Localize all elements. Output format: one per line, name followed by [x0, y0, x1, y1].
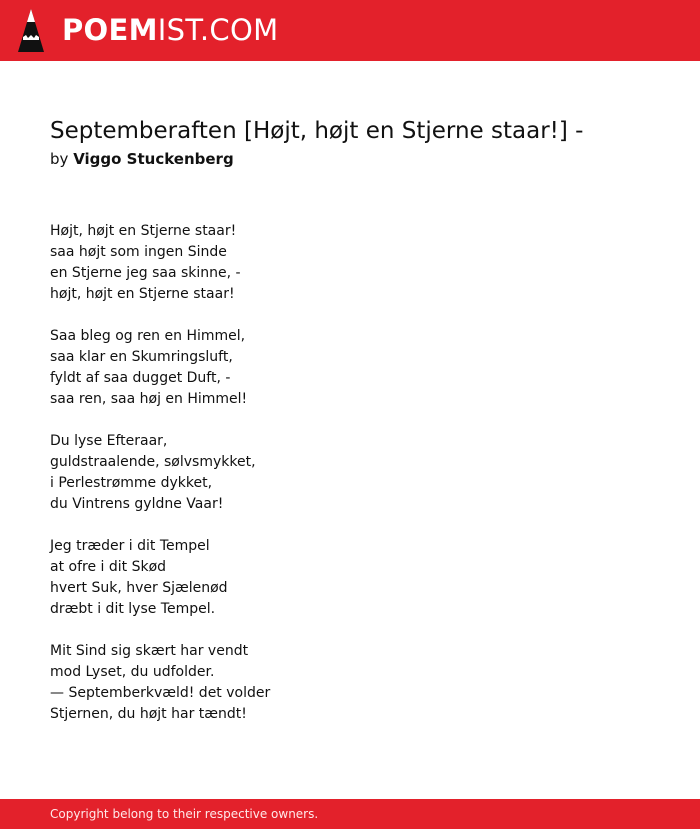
- logo-text-light: IST.COM: [157, 13, 279, 47]
- poem-line: Jeg træder i dit Tempel: [50, 538, 210, 554]
- pencil-logo-icon: [18, 9, 44, 52]
- poem-content: [50, 116, 660, 746]
- poem-line: en Stjerne jeg saa skinne, -: [50, 265, 241, 281]
- poem-line: — Septemberkvæld! det volder: [50, 685, 271, 701]
- poem-line: Højt, højt en Stjerne staar!: [50, 223, 237, 239]
- logo-text-bold: POEM: [62, 13, 158, 47]
- poem-line: hvert Suk, hver Sjælenød: [50, 580, 228, 596]
- poem-line: dræbt i dit lyse Tempel.: [50, 601, 216, 617]
- site-logo-link[interactable]: [18, 9, 278, 52]
- site-footer: [0, 799, 700, 829]
- poem-line: fyldt af saa dugget Duft, -: [50, 370, 231, 386]
- poem-line: Stjernen, du højt har tændt!: [50, 706, 247, 722]
- copyright-text: Copyright belong to their respective owners.: [50, 807, 319, 821]
- stanza: [50, 641, 660, 725]
- poem-title: Septemberaften [Højt, højt en Stjerne staar!] -: [50, 118, 584, 144]
- poem-body: [50, 221, 660, 725]
- poem-line: Du lyse Efteraar,: [50, 433, 168, 449]
- stanza: [50, 536, 660, 620]
- author-link[interactable]: Viggo Stuckenberg: [73, 150, 234, 168]
- poem-byline: [50, 147, 660, 171]
- poem-line: du Vintrens gyldne Vaar!: [50, 496, 224, 512]
- poem-line: saa ren, saa høj en Himmel!: [50, 391, 248, 407]
- poem-line: at ofre i dit Skød: [50, 559, 167, 575]
- stanza: [50, 431, 660, 515]
- site-logo-text: [62, 9, 278, 52]
- site-header: [0, 0, 700, 61]
- poem-line: højt, højt en Stjerne staar!: [50, 286, 235, 302]
- poem-line: guldstraalende, sølvsmykket,: [50, 454, 256, 470]
- poem-line: saa højt som ingen Sinde: [50, 244, 227, 260]
- stanza: [50, 326, 660, 410]
- poem-line: mod Lyset, du udfolder.: [50, 664, 215, 680]
- poem-line: i Perlestrømme dykket,: [50, 475, 213, 491]
- stanza: [50, 221, 660, 305]
- poem-line: Saa bleg og ren en Himmel,: [50, 328, 246, 344]
- poem-line: saa klar en Skumringsluft,: [50, 349, 233, 365]
- by-label: by: [50, 150, 69, 168]
- poem-line: Mit Sind sig skært har vendt: [50, 643, 249, 659]
